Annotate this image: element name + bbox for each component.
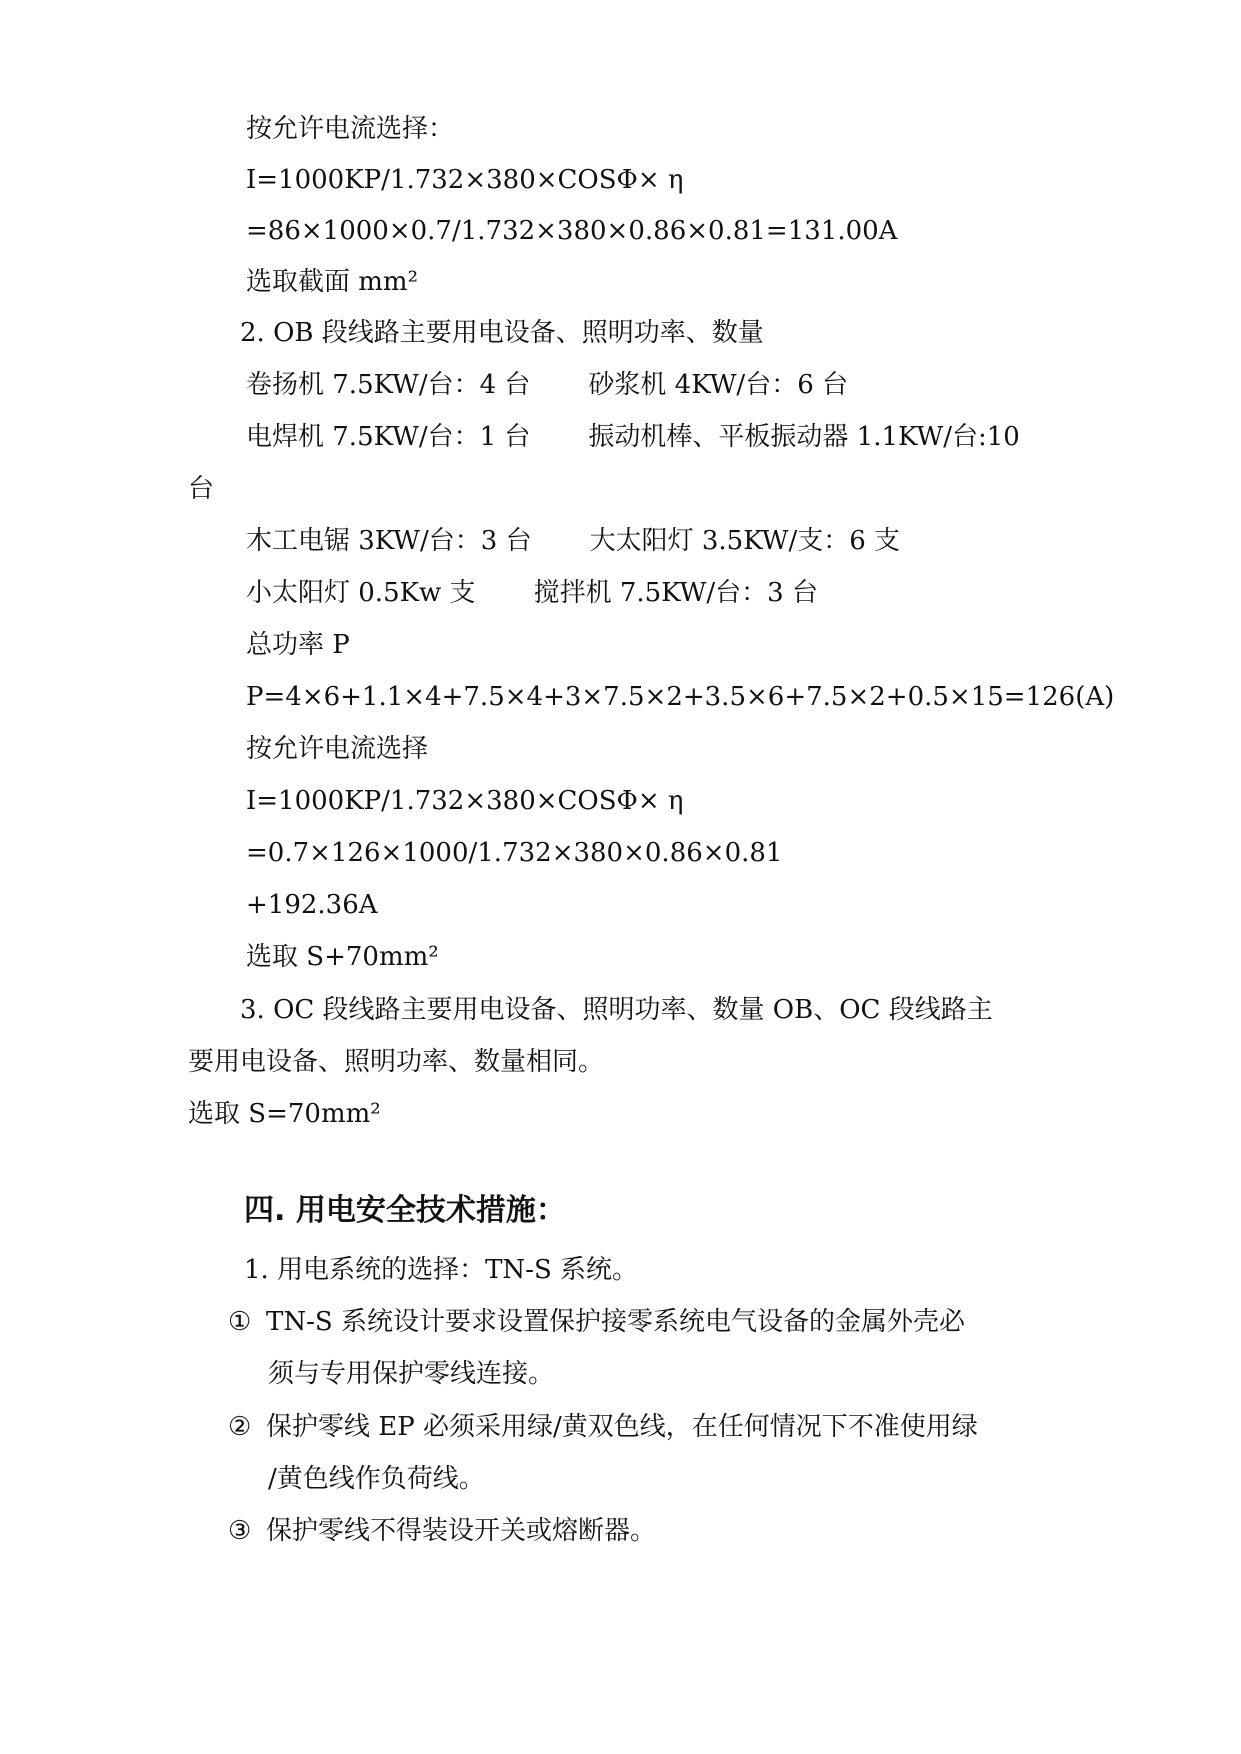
sub-item-text: TN-S 系统设计要求设置保护接零系统电气设备的金属外壳必 — [266, 1307, 965, 1337]
equipment-item: 振动机棒、平板振动器 1.1KW/台:10 — [588, 422, 1020, 452]
equipment-item: 搅拌机 7.5KW/台：3 台 — [533, 578, 818, 608]
text-line: 选取 S=70mm² — [188, 1099, 381, 1129]
text-line: 总功率 P — [246, 630, 350, 660]
equipment-line — [246, 368, 848, 402]
equipment-item: 大太阳灯 3.5KW/支：6 支 — [589, 526, 901, 556]
formula-line: I=1000KP/1.732×380×COSΦ× η — [246, 165, 684, 195]
text-line: 选取截面 mm² — [246, 267, 418, 297]
equipment-item: 小太阳灯 0.5Kw 支 — [246, 578, 476, 608]
text-line: 按允许电流选择： — [246, 114, 455, 144]
formula-line: P=4×6+1.1×4+7.5×4+3×7.5×2+3.5×6+7.5×2+0.5×15=126(A) — [246, 682, 1115, 712]
circled-number: ① — [228, 1307, 252, 1337]
circled-number: ③ — [228, 1516, 252, 1546]
equipment-item: 卷扬机 7.5KW/台：4 台 — [246, 370, 531, 400]
formula-line: =86×1000×0.7/1.732×380×0.86×0.81=131.00A — [246, 216, 898, 246]
sub-item-continuation: 须与专用保护零线连接。 — [268, 1359, 555, 1389]
formula-line: =0.7×126×1000/1.732×380×0.86×0.81 — [246, 838, 783, 868]
text-line: 按允许电流选择 — [246, 734, 429, 764]
sub-item — [228, 1410, 978, 1444]
section-heading: 四. 用电安全技术措施： — [244, 1193, 566, 1228]
text-line: 台 — [188, 474, 215, 504]
text-line: 选取 S+70mm² — [246, 942, 439, 972]
sub-item-text: 保护零线不得装设开关或熔断器。 — [266, 1516, 657, 1546]
circled-number: ② — [228, 1412, 252, 1442]
sub-item-text: 保护零线 EP 必须采用绿/黄双色线，在任何情况下不准使用绿 — [266, 1412, 978, 1442]
sub-item-continuation: /黄色线作负荷线。 — [268, 1464, 485, 1494]
equipment-line — [246, 576, 818, 610]
equipment-item: 砂浆机 4KW/台：6 台 — [588, 370, 849, 400]
equipment-line — [246, 524, 900, 558]
list-item: 1. 用电系统的选择：TN-S 系统。 — [244, 1255, 639, 1285]
formula-line: I=1000KP/1.732×380×COSΦ× η — [246, 786, 684, 816]
list-item: 2. OB 段线路主要用电设备、照明功率、数量 — [240, 318, 764, 348]
sub-item — [228, 1514, 656, 1548]
equipment-item: 木工电锯 3KW/台：3 台 — [246, 526, 532, 556]
text-line: 要用电设备、照明功率、数量相同。 — [188, 1047, 605, 1077]
sub-item — [228, 1305, 965, 1339]
equipment-item: 电焊机 7.5KW/台：1 台 — [246, 422, 531, 452]
formula-line: +192.36A — [246, 890, 378, 920]
list-item: 3. OC 段线路主要用电设备、照明功率、数量 OB、OC 段线路主 — [240, 995, 993, 1025]
equipment-line — [246, 420, 1020, 454]
